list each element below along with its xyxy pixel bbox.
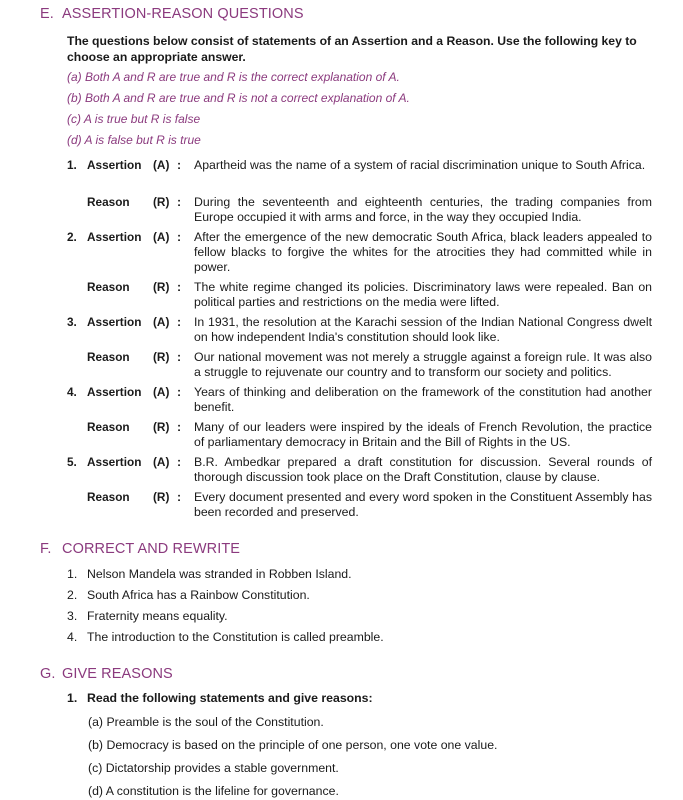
item-text: The introduction to the Constitution is called preamble. xyxy=(87,630,384,644)
reason-label: Reason xyxy=(87,280,130,294)
item-text: Fraternity means equality. xyxy=(87,609,228,623)
colon: : xyxy=(177,490,182,504)
assertion-text: Years of thinking and deliberation on the framework of the constitution had another benefit. xyxy=(194,385,652,414)
section-f-heading xyxy=(40,541,240,557)
key-option-a: (a) Both A and R are true and R is the correct explanation of A. xyxy=(67,70,400,84)
reason-statement-d: (d) A constitution is the lifeline for governance. xyxy=(88,784,339,798)
colon: : xyxy=(177,195,182,209)
question-3-assertion xyxy=(67,315,652,345)
section-title: CORRECT AND REWRITE xyxy=(62,541,241,557)
assertion-label: Assertion xyxy=(87,455,142,469)
question-1-assertion xyxy=(67,158,652,173)
reason-text: The white regime changed its policies. Discriminatory laws were repealed. Ban on political parties and restrictions on the media were lifted. xyxy=(194,280,652,309)
reason-text: Many of our leaders were inspired by the ideals of French Revolution, the practice of parliamentary democracy in Britain and the Bill of Rights in the US. xyxy=(194,420,652,449)
section-e-heading xyxy=(40,6,304,22)
question-5-assertion xyxy=(67,455,652,485)
colon: : xyxy=(177,280,182,294)
reason-tag: (R) xyxy=(153,280,170,294)
question-number: 3. xyxy=(67,315,77,329)
question-3-reason xyxy=(67,350,652,380)
give-reasons-question xyxy=(67,691,373,705)
instructions: The questions below consist of statements of an Assertion and a Reason. Use the following key to choose an appropriate answer. xyxy=(67,34,637,64)
question-2-reason xyxy=(67,280,652,310)
assertion-text: After the emergence of the new democratic South Africa, black leaders appealed to fellow blacks to forgive the whites for the atrocities they had committed while in power. xyxy=(194,230,652,274)
question-1-reason xyxy=(67,195,652,225)
reason-tag: (R) xyxy=(153,420,170,434)
section-letter: E. xyxy=(40,6,54,22)
item-number: 1. xyxy=(67,567,78,581)
question-text: Read the following statements and give reasons: xyxy=(87,691,373,705)
question-label xyxy=(67,230,141,245)
colon: : xyxy=(177,350,182,364)
section-title: GIVE REASONS xyxy=(62,666,173,682)
assertion-tag: (A) xyxy=(153,455,170,469)
question-number: 1. xyxy=(67,691,78,705)
reason-statement-b: (b) Democracy is based on the principle of one person, one vote one value. xyxy=(88,738,498,752)
reason-tag: (R) xyxy=(153,490,170,504)
rewrite-item-1 xyxy=(67,567,352,581)
question-number: 5. xyxy=(67,455,77,469)
question-number: 2. xyxy=(67,230,77,244)
question-label xyxy=(67,158,141,173)
reason-text: During the seventeenth and eighteenth centuries, the trading companies from Europe occupied it with arms and force, in the way they occupied India. xyxy=(194,195,652,224)
question-label xyxy=(67,455,141,470)
colon: : xyxy=(177,315,182,329)
reason-label: Reason xyxy=(87,490,130,504)
reason-text: Every document presented and every word spoken in the Constituent Assembly has been recorded and preserved. xyxy=(194,490,652,519)
assertion-text: Apartheid was the name of a system of racial discrimination unique to South Africa. xyxy=(194,158,646,172)
reason-statement-c: (c) Dictatorship provides a stable government. xyxy=(88,761,339,775)
question-number: 1. xyxy=(67,158,77,172)
assertion-tag: (A) xyxy=(153,230,170,244)
question-2-assertion xyxy=(67,230,652,275)
item-text: South Africa has a Rainbow Constitution. xyxy=(87,588,310,602)
colon: : xyxy=(177,158,182,172)
rewrite-item-2 xyxy=(67,588,310,602)
assertion-tag: (A) xyxy=(153,385,170,399)
rewrite-item-4 xyxy=(67,630,384,644)
question-label xyxy=(67,385,141,400)
assertion-label: Assertion xyxy=(87,158,142,172)
item-number: 2. xyxy=(67,588,78,602)
item-number: 4. xyxy=(67,630,78,644)
assertion-label: Assertion xyxy=(87,230,142,244)
reason-text: Our national movement was not merely a struggle against a foreign rule. It was also a struggle to rejuvenate our country and to transform our society and politics. xyxy=(194,350,652,379)
colon: : xyxy=(177,230,182,244)
reason-statement-a: (a) Preamble is the soul of the Constitution. xyxy=(88,715,324,729)
assertion-tag: (A) xyxy=(153,158,170,172)
colon: : xyxy=(177,385,182,399)
key-option-b: (b) Both A and R are true and R is not a correct explanation of A. xyxy=(67,91,410,105)
question-number: 4. xyxy=(67,385,77,399)
question-5-reason xyxy=(67,490,652,520)
key-option-d: (d) A is false but R is true xyxy=(67,133,201,147)
reason-label: Reason xyxy=(87,195,130,209)
key-option-c: (c) A is true but R is false xyxy=(67,112,201,126)
colon: : xyxy=(177,455,182,469)
colon: : xyxy=(177,420,182,434)
section-title: ASSERTION-REASON QUESTIONS xyxy=(62,6,304,22)
item-number: 3. xyxy=(67,609,78,623)
section-letter: G. xyxy=(40,666,56,682)
reason-tag: (R) xyxy=(153,195,170,209)
reason-tag: (R) xyxy=(153,350,170,364)
question-4-reason xyxy=(67,420,652,450)
assertion-text: B.R. Ambedkar prepared a draft constitution for discussion. Several rounds of thorough discussion took place on the Draft Constitution, clause by clause. xyxy=(194,455,652,484)
reason-label: Reason xyxy=(87,350,130,364)
rewrite-item-3 xyxy=(67,609,228,623)
assertion-label: Assertion xyxy=(87,385,142,399)
assertion-text: In 1931, the resolution at the Karachi session of the Indian National Congress dwelt on how independent India's constitution should look like. xyxy=(194,315,652,344)
reason-label: Reason xyxy=(87,420,130,434)
section-g-heading xyxy=(40,666,173,682)
item-text: Nelson Mandela was stranded in Robben Island. xyxy=(87,567,352,581)
assertion-label: Assertion xyxy=(87,315,142,329)
assertion-tag: (A) xyxy=(153,315,170,329)
question-label xyxy=(67,315,141,330)
question-4-assertion xyxy=(67,385,652,415)
section-letter: F. xyxy=(40,541,52,557)
